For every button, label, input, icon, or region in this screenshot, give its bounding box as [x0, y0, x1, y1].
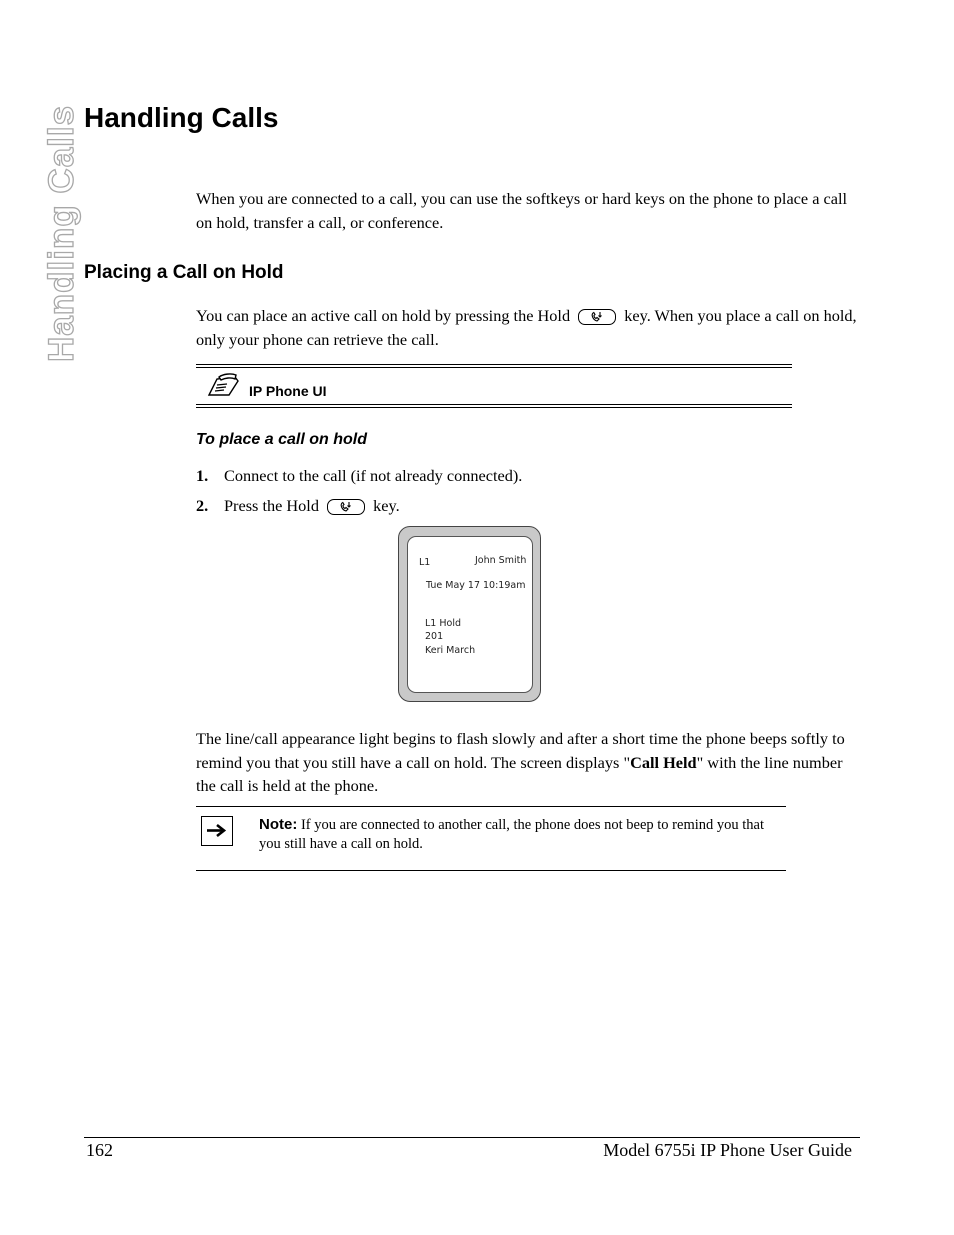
- screen-datetime: Tue May 17 10:19am: [426, 580, 526, 591]
- section-title: Placing a Call on Hold: [84, 262, 284, 283]
- hold-paragraph-after: key. When you place a call on hold, only your phone can retrieve the call.: [196, 306, 857, 349]
- step-text-before: Press the Hold: [224, 496, 319, 515]
- screen-line: L1: [419, 557, 431, 568]
- hold-paragraph-before: You can place an active call on hold by pressing the Hold: [196, 306, 571, 325]
- result-bold: Call Held: [630, 752, 697, 772]
- phone-screen-illustration: [398, 526, 541, 702]
- step-text: Connect to the call (if not already connected).: [224, 466, 523, 485]
- note-body: If you are connected to another call, the phone does not beep to remind you that you still have a call on hold.: [259, 817, 764, 852]
- phone-display: [407, 536, 533, 693]
- result-after: " with the line number the call is held at the phone.: [196, 752, 843, 795]
- note-label: Note:: [259, 816, 298, 833]
- screen-number: 201: [425, 631, 444, 642]
- hold-key-icon: [327, 499, 365, 515]
- step-number: 2.: [196, 496, 209, 515]
- screen-name: Keri March: [425, 645, 476, 656]
- intro-paragraph: When you are connected to a call, you can use the softkeys or hard keys on the phone to place a call on hold, transfer a call, or conference.: [196, 189, 848, 232]
- hold-paragraph: [196, 304, 858, 351]
- page-title: Handling Calls: [84, 102, 279, 133]
- step-text-after: key.: [373, 496, 400, 515]
- step-1: [196, 466, 522, 486]
- step-number: 1.: [196, 466, 209, 485]
- ip-phone-ui-label: IP Phone UI: [249, 383, 327, 399]
- arrow-icon: [201, 816, 233, 846]
- screen-status: L1 Hold: [425, 618, 461, 629]
- page-number: 162: [86, 1140, 113, 1160]
- guide-title: Model 6755i IP Phone User Guide: [603, 1140, 852, 1160]
- ip-phone-ui-bar: [196, 364, 792, 409]
- step-2: [196, 496, 400, 516]
- result-paragraph: [196, 727, 858, 798]
- footer-divider: [84, 1137, 860, 1138]
- procedure-title: To place a call on hold: [196, 431, 367, 448]
- side-tab-label: Handling Calls: [42, 104, 81, 362]
- hold-key-icon: [578, 309, 616, 325]
- note-box: [196, 806, 786, 871]
- desk-phone-icon: [205, 373, 241, 399]
- note-text: [259, 815, 784, 854]
- result-before: The line/call appearance light begins to flash slowly and after a short time the phone beeps softly to remind you that you still have a call on hold. The screen displays ": [196, 729, 845, 772]
- screen-caller: John Smith: [475, 555, 527, 566]
